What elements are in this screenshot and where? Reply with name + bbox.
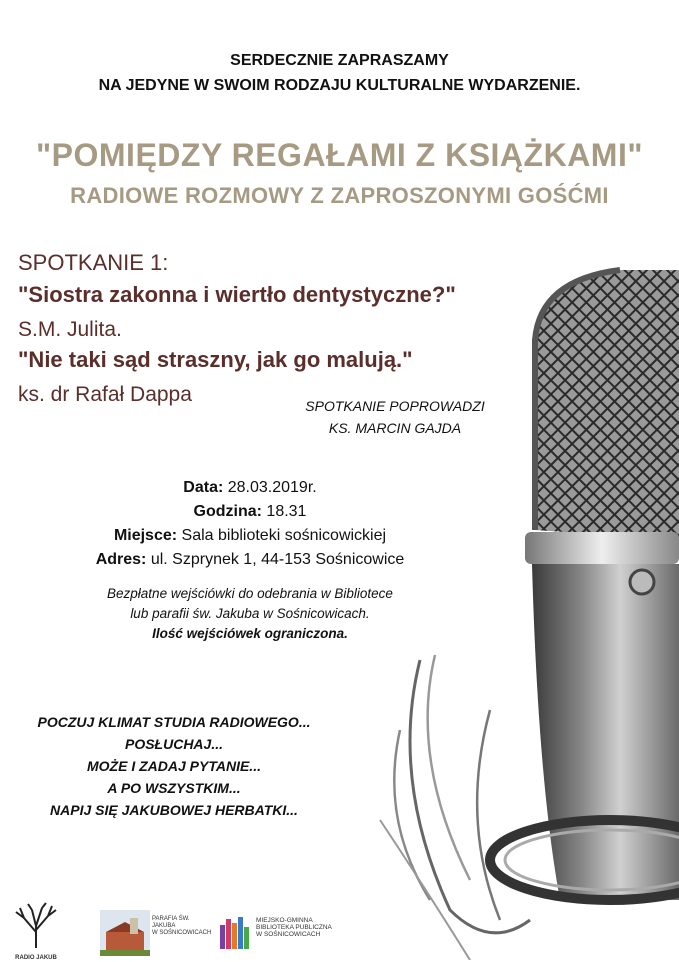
date-label: Data: <box>183 479 224 496</box>
time-row <box>40 500 460 524</box>
guest-1: S.M. Julita. <box>18 318 122 341</box>
intro-line-2: NA JEDYNE W SWOIM RODZAJU KULTURALNE WYDARZENIE. <box>98 77 581 94</box>
time-value: 18.31 <box>261 503 307 520</box>
tickets-line-2: lub parafii św. Jakuba w Sośnicowicach. <box>130 606 370 621</box>
tickets-line-3: Ilość wejściówek ograniczona. <box>152 626 348 641</box>
intro-text <box>0 48 679 98</box>
slogan <box>0 711 348 821</box>
slogan-line-1: POCZUJ KLIMAT STUDIA RADIOWEGO... <box>37 714 311 730</box>
parafia-line-2: W SOŚNICOWICACH <box>152 930 212 936</box>
slogan-line-3: MOŻE I ZADAJ PYTANIE... <box>87 758 261 774</box>
parafia-line-1: PARAFIA ŚW. JAKUBA <box>152 916 190 929</box>
host-info <box>270 395 520 439</box>
slogan-line-4: A PO WSZYSTKIM... <box>107 780 241 796</box>
event-subtitle: RADIOWE ROZMOWY Z ZAPROSZONYMI GOŚĆMI <box>70 183 609 208</box>
parafia-logo <box>100 910 210 958</box>
guest-2: ks. dr Rafał Dappa <box>18 383 192 406</box>
books-icon <box>220 915 252 949</box>
bib-line-2: BIBLIOTEKA PUBLICZNA <box>256 924 332 931</box>
talk-title-2: "Nie taki sąd straszny, jak go malują." <box>18 347 413 372</box>
address-row <box>40 548 460 572</box>
place-value: Sala biblioteki sośnicowickiej <box>177 527 387 544</box>
slogan-line-5: NAPIJ SIĘ JAKUBOWEJ HERBATKI... <box>50 802 298 818</box>
date-value: 28.03.2019r. <box>223 479 317 496</box>
talk-title-1: "Siostra zakonna i wiertło dentystyczne?" <box>18 282 456 307</box>
tickets-line-1: Bezpłatne wejściówki do odebrania w Bibliotece <box>107 586 393 601</box>
slogan-line-2: POSŁUCHAJ... <box>124 736 223 752</box>
tickets-info <box>40 584 460 644</box>
bib-line-3: W SOŚNICOWICACH <box>256 931 321 938</box>
host-line-1: SPOTKANIE POPROWADZI <box>305 398 485 414</box>
event-details <box>40 476 460 572</box>
date-row <box>40 476 460 500</box>
radio-jakub-logo <box>6 902 66 960</box>
address-value: ul. Szprynek 1, 44-153 Sośnicowice <box>146 551 405 568</box>
church-icon <box>100 910 150 956</box>
meeting-heading: SPOTKANIE 1: <box>18 250 169 275</box>
tree-icon <box>6 902 66 950</box>
intro-line-1: SERDECZNIE ZAPRASZAMY <box>230 52 449 69</box>
bib-line-1: MIEJSKO-GMINNA <box>256 917 313 924</box>
place-row <box>40 524 460 548</box>
event-title: "POMIĘDZY REGAŁAMI Z KSIĄŻKAMI" <box>35 137 644 173</box>
place-label: Miejsce: <box>113 527 178 544</box>
host-line-2: KS. MARCIN GAJDA <box>328 420 462 436</box>
time-label: Godzina: <box>193 503 262 520</box>
radio-jakub-label: RADIO JAKUB <box>15 955 57 961</box>
biblioteka-logo <box>220 915 360 960</box>
address-label: Adres: <box>95 551 147 568</box>
